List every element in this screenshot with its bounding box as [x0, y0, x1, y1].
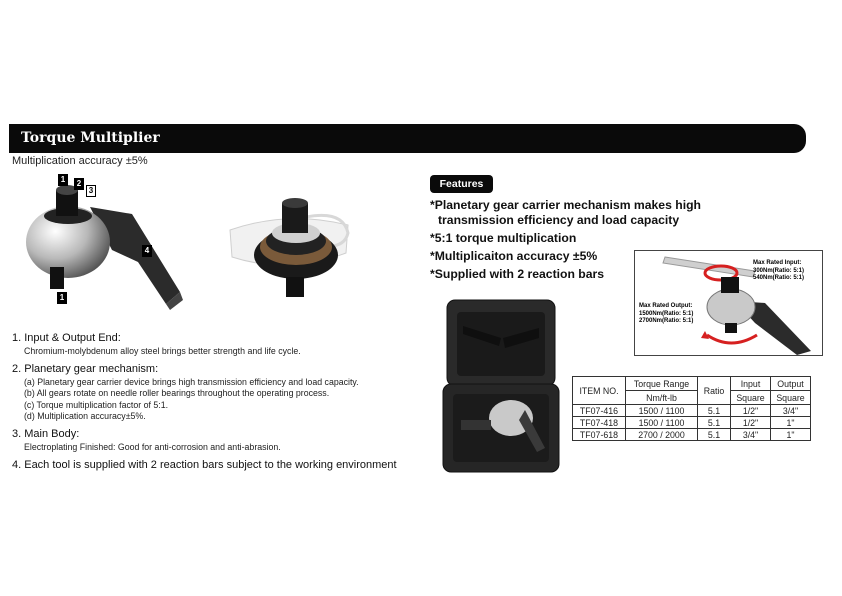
section-title: Torque Multiplier	[21, 130, 160, 146]
spec-heading: 3. Main Body:	[12, 427, 80, 440]
spec-table	[572, 376, 811, 441]
callout-1-top: 1	[58, 174, 68, 186]
spec-heading: 2. Planetary gear mechanism:	[12, 362, 159, 375]
section-subtitle: Multiplication accuracy ±5%	[12, 155, 148, 167]
table-cell: 1500 / 1100	[626, 405, 698, 417]
feature-item: transmission efficiency and load capacity	[438, 213, 680, 227]
usage-inset	[634, 250, 823, 356]
feature-item: *5:1 torque multiplication	[430, 231, 577, 245]
callout-2: 2	[74, 178, 84, 190]
column-header: Square	[771, 391, 811, 405]
column-header: Square	[731, 391, 771, 405]
table-cell: 3/4"	[771, 405, 811, 417]
feature-item: *Planetary gear carrier mechanism makes high	[430, 198, 701, 212]
carrying-case-image	[441, 298, 561, 478]
table-cell: 5.1	[698, 429, 731, 441]
table-cell: TF07-618	[573, 429, 626, 441]
spec-heading: 1. Input & Output End:	[12, 332, 121, 344]
column-header: Ratio	[698, 377, 731, 405]
spec-heading: 4. Each tool is supplied with 2 reaction bars subject to the working environment	[12, 458, 397, 471]
table-cell: 1"	[771, 429, 811, 441]
gear-mechanism-image	[218, 195, 358, 305]
table-header-row	[573, 377, 811, 391]
max-input-label: Max Rated Input: 300Nm(Ratio: 5:1) 540Nm(Ratio: 5:1)	[753, 260, 805, 281]
table-cell: 1/2"	[731, 405, 771, 417]
column-header: Nm/ft-lb	[626, 391, 698, 405]
table-cell: 5.1	[698, 405, 731, 417]
max-output-label: Max Rated Output: 1500Nm(Ratio: 5:1) 2700Nm(Ratio: 5:1)	[639, 303, 694, 324]
table-row	[573, 405, 811, 417]
spec-line: (c) Torque multiplication factor of 5:1.	[24, 399, 169, 410]
feature-item: *Multiplicaiton accuracy ±5%	[430, 249, 598, 263]
spec-line: (a) Planetary gear carrier device brings high transmission efficiency and load capacity.	[24, 376, 359, 387]
column-header: Input	[731, 377, 771, 391]
table-cell: 1"	[771, 417, 811, 429]
spec-list	[12, 332, 422, 476]
table-cell: 1500 / 1100	[626, 417, 698, 429]
callout-3: 3	[86, 185, 96, 197]
table-row	[573, 429, 811, 441]
spec-line: (b) All gears rotate on needle roller bearings throughout the operating process.	[24, 388, 330, 399]
features-badge: Features	[430, 175, 493, 193]
torque-multiplier-image	[20, 172, 195, 312]
table-cell: 1/2"	[731, 417, 771, 429]
spec-line: Chromium-molybdenum alloy steel brings better strength and life cycle.	[24, 346, 301, 356]
table-cell: 5.1	[698, 417, 731, 429]
spec-item	[12, 363, 422, 423]
table-cell: TF07-418	[573, 417, 626, 429]
column-header: ITEM NO.	[573, 377, 626, 405]
spec-item	[12, 428, 422, 454]
callout-1-bottom: 1	[57, 292, 67, 304]
section-title-bar	[9, 124, 806, 153]
spec-line: (d) Multiplication accuracy±5%.	[24, 411, 146, 422]
spec-line: Electroplating Finished: Good for anti-corrosion and anti-abrasion.	[24, 441, 281, 452]
column-header: Output	[771, 377, 811, 391]
column-header: Torque Range	[626, 377, 698, 391]
callout-4: 4	[142, 245, 152, 257]
table-cell: TF07-416	[573, 405, 626, 417]
feature-item: *Supplied with 2 reaction bars	[430, 267, 605, 281]
table-row	[573, 417, 811, 429]
table-cell: 2700 / 2000	[626, 429, 698, 441]
table-cell: 3/4"	[731, 429, 771, 441]
spec-item	[12, 332, 422, 358]
spec-item	[12, 459, 422, 471]
